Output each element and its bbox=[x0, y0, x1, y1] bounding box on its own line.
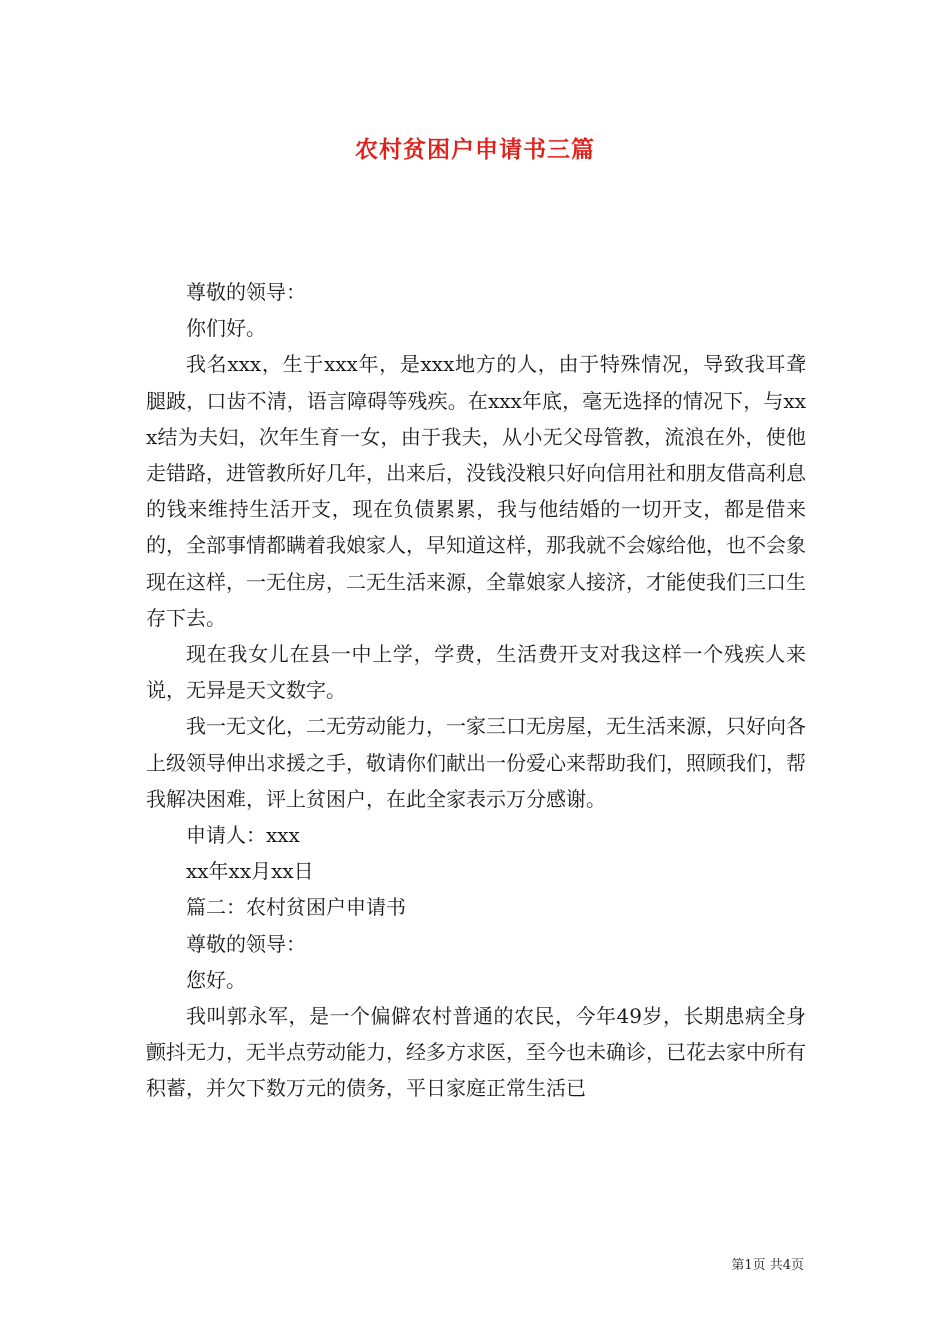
paragraph: 我一无文化，二无劳动能力，一家三口无房屋，无生活来源，只好向各上级领导伸出求援之手，敬请你们献出一份爱心来帮助我们，照顾我们，帮我解决困难，评上贫困户，在此全家表示万分感谢。 bbox=[146, 714, 806, 811]
page-number: 第1页 共4页 bbox=[731, 1258, 804, 1273]
greeting: 你们好。 bbox=[186, 316, 266, 341]
paragraph: 我叫郭永军，是一个偏僻农村普通的农民，今年49岁，长期患病全身颤抖无力，无半点劳动能力，经多方求医，至今也未确诊，已花去家中所有积蓄，并欠下数万元的债务，平日家庭正常生活已 bbox=[146, 1004, 806, 1101]
document-title: 农村贫困户申请书三篇 bbox=[355, 137, 595, 163]
salutation: 尊敬的领导： bbox=[186, 280, 306, 304]
paragraph: 现在我女儿在县一中上学，学费，生活费开支对我这样一个残疾人来说，无异是天文数字。 bbox=[146, 642, 806, 703]
section-heading: 篇二：农村贫困户申请书 bbox=[186, 895, 406, 920]
applicant-signature: 申请人：xxx bbox=[186, 823, 300, 848]
salutation: 尊敬的领导： bbox=[186, 931, 306, 956]
date-line: xx年xx月xx日 bbox=[186, 859, 314, 884]
paragraph: 我名xxx，生于xxx年，是xxx地方的人，由于特殊情况，导致我耳聋腿跛，口齿不清，语言障碍等残疾。在xxx年底，毫无选择的情况下，与xxx结为夫妇，次年生育一女，由于我夫，从小无父母管教，流浪在外，使他走错路，进管教所好几年，出来后，没钱没粮只好向信用社和朋友借高利息的钱来维持生活开支，现在负债累累，我与他结婚的一切开支，都是借来的，全部事情都瞒着我娘家人，早知道这样，那我就不会嫁给他，也不会象现在这样，一无住房，二无生活来源，全靠娘家人接济，才能使我们三口生存下去。 bbox=[146, 352, 806, 630]
document-body bbox=[146, 274, 806, 1107]
greeting: 您好。 bbox=[186, 967, 246, 992]
